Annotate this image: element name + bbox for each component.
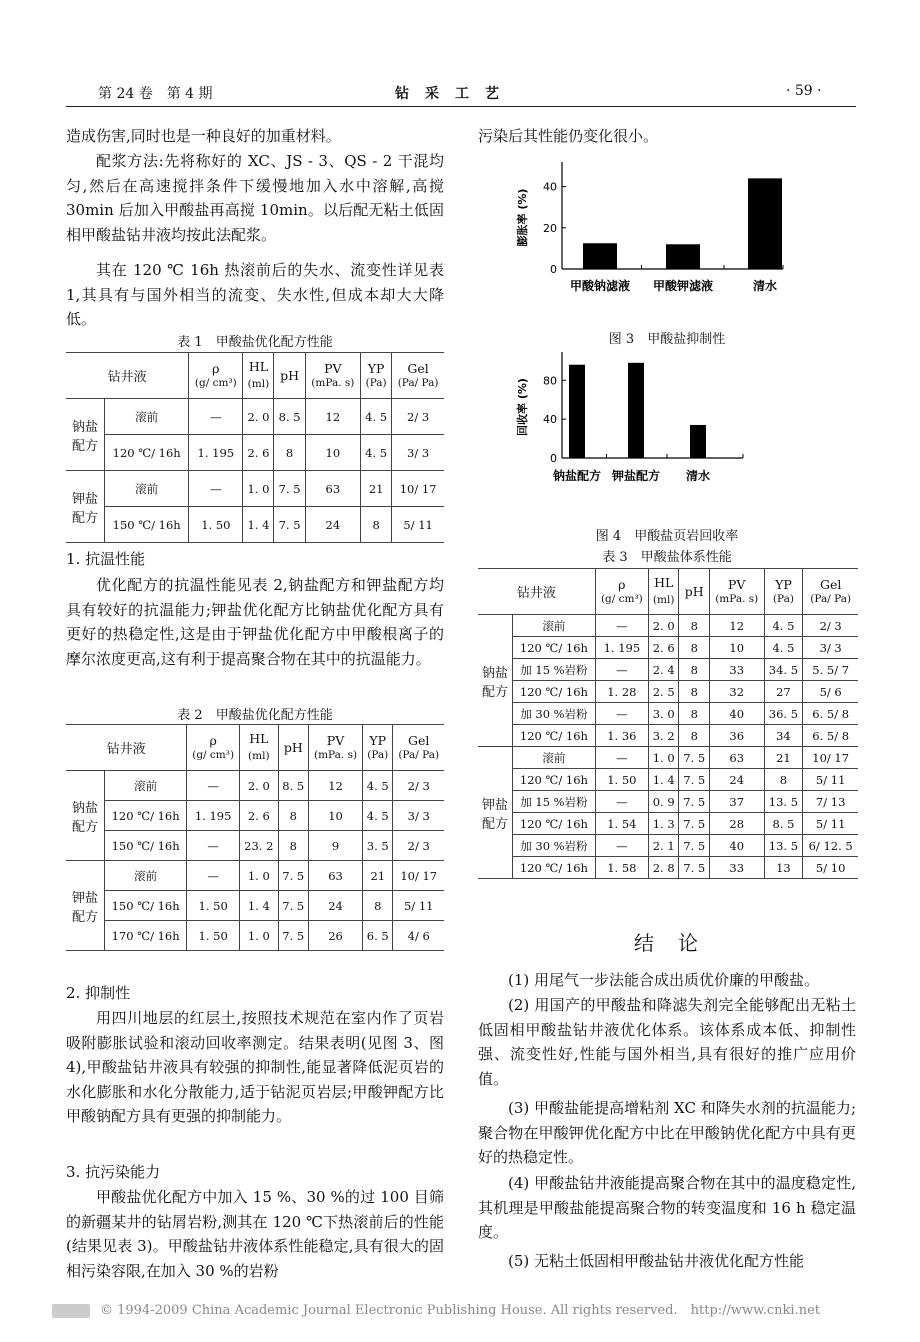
paragraph: 污染后其性能仍变化很小。 xyxy=(478,127,659,145)
table-cell: 12 xyxy=(305,399,360,435)
table-cell: 2. 0 xyxy=(240,771,279,801)
header-gel-unit: (Pa/ Pa) xyxy=(398,748,440,761)
paragraph: 甲酸盐优化配方中加入 15 %、30 %的过 100 目筛的新疆某井的钻屑岩粉,测其在 120 ℃下热滚前后的性能(结果见表 3)。甲酸盐钻井液体系性能稳定,具有很大的固相污染容限,在加入 30 %的岩粉 xyxy=(66,1188,444,1280)
table-cell: 7/ 13 xyxy=(803,791,858,813)
table-cell: 0. 9 xyxy=(648,791,679,813)
table-header-row xyxy=(478,569,858,615)
header-gel xyxy=(393,725,444,771)
table-cell: 2. 6 xyxy=(243,435,274,471)
table-cell: — xyxy=(595,747,648,769)
header-rho-unit: (g/ cm³) xyxy=(600,592,643,605)
x-category-label: 钠盐配方 xyxy=(552,469,602,483)
table-cell: 4. 5 xyxy=(363,801,393,831)
table-cell: 7. 5 xyxy=(278,861,308,891)
header-hl-symbol: HL xyxy=(248,359,269,374)
x-category-label: 清水 xyxy=(685,469,711,483)
table-cell: 7. 5 xyxy=(679,813,710,835)
header-pv-symbol: PV xyxy=(324,360,342,376)
table-cell: 10/ 17 xyxy=(393,861,444,891)
table-row xyxy=(478,659,858,681)
table-cell: 27 xyxy=(764,681,803,703)
table-cell: 5/ 6 xyxy=(803,681,858,703)
table-cell: 8 xyxy=(679,681,710,703)
table-row xyxy=(478,615,858,637)
header-rho-unit: (g/ cm³) xyxy=(192,748,235,761)
paragraph: 造成伤害,同时也是一种良好的加重材料。 xyxy=(66,127,341,145)
table-cell: 8. 5 xyxy=(274,399,305,435)
header-hl-symbol: HL xyxy=(654,575,674,590)
table-cell: 4. 5 xyxy=(363,771,393,801)
table-cell: 2/ 3 xyxy=(392,399,444,435)
header-gel-unit: (Pa/ Pa) xyxy=(810,592,852,605)
bar xyxy=(569,365,585,458)
figure3-swelling-chart xyxy=(478,150,858,310)
table-cell: 12 xyxy=(710,615,765,637)
table-row xyxy=(478,813,858,835)
y-tick-label: 80 xyxy=(543,374,557,388)
table-cell: 13. 5 xyxy=(764,791,803,813)
table-cell: 170 ℃/ 16h xyxy=(105,921,187,951)
table-cell: 3. 2 xyxy=(648,725,679,747)
table-cell: 21 xyxy=(363,861,393,891)
group-label: 钠盐配方 xyxy=(66,771,105,861)
table-cell: 12 xyxy=(308,771,362,801)
table-cell: 120 ℃/ 16h xyxy=(105,801,187,831)
table-cell: 8 xyxy=(361,507,392,543)
section-heading: 3. 抗污染能力 xyxy=(66,1163,161,1181)
table-cell: 6. 5/ 8 xyxy=(803,703,858,725)
table-cell: — xyxy=(189,471,243,507)
table-cell: 7. 5 xyxy=(679,747,710,769)
table-cell: 36 xyxy=(710,725,765,747)
publisher-logo-icon xyxy=(52,1304,90,1318)
table-row xyxy=(66,921,444,951)
table-cell: 28 xyxy=(710,813,765,835)
table-cell: 24 xyxy=(710,769,765,791)
table-row xyxy=(66,831,444,861)
table-cell: — xyxy=(189,399,243,435)
table-cell: 3/ 3 xyxy=(392,435,444,471)
table-cell: 1. 4 xyxy=(240,891,279,921)
paragraph: 配浆方法:先将称好的 XC、JS - 3、QS - 2 干混均匀,然后在高速搅拌条件下缓慢地加入水中溶解,高搅 30min 后加入甲酸盐再高搅 10min。以后配无粘土低固相甲酸盐钻井液均按此法配浆。 xyxy=(66,152,444,244)
table-row xyxy=(478,747,858,769)
header-hl-symbol: HL xyxy=(249,731,269,746)
table-cell: 6. 5/ 8 xyxy=(803,725,858,747)
table-cell: 8 xyxy=(679,659,710,681)
header-yp xyxy=(764,569,803,615)
conclusion-item: (4) 甲酸盐钻井液能提高聚合物在其中的温度稳定性,其机理是甲酸盐能提高聚合物的转变温度和 16 h 稳定温度。 xyxy=(478,1174,856,1241)
header-gel xyxy=(803,569,858,615)
header-yp-symbol: YP xyxy=(369,732,387,748)
table-cell: 7. 5 xyxy=(278,921,308,951)
table-row xyxy=(478,725,858,747)
table-row xyxy=(66,435,444,471)
header-rho-symbol: ρ xyxy=(212,360,220,376)
table-cell: 26 xyxy=(308,921,362,951)
table-cell: 1. 36 xyxy=(595,725,648,747)
table-header-row xyxy=(66,353,444,399)
table-cell: 滚前 xyxy=(105,861,187,891)
table-row xyxy=(478,857,858,879)
table-cell: 1. 0 xyxy=(648,747,679,769)
header-rule xyxy=(66,106,856,107)
y-axis-label: 回收率 (%) xyxy=(516,378,529,436)
table-cell: 2. 6 xyxy=(648,637,679,659)
table-cell: 滚前 xyxy=(105,771,187,801)
table-cell: 1. 50 xyxy=(187,921,240,951)
table-cell: 加 30 %岩粉 xyxy=(513,835,596,857)
section-heading: 1. 抗温性能 xyxy=(66,550,146,568)
group-label: 钠盐配方 xyxy=(66,399,105,471)
section-heading: 2. 抑制性 xyxy=(66,984,131,1002)
table-cell: 8 xyxy=(363,891,393,921)
table-cell: 1. 195 xyxy=(595,637,648,659)
table-cell: — xyxy=(595,791,648,813)
header-fluid: 钻井液 xyxy=(478,569,595,615)
table-cell: — xyxy=(187,861,240,891)
table-cell: 7. 5 xyxy=(679,857,710,879)
table-cell: 加 15 %岩粉 xyxy=(513,791,596,813)
table3-caption: 表 3 甲酸盐体系性能 xyxy=(602,550,732,565)
table-cell: 21 xyxy=(764,747,803,769)
table-cell: 8 xyxy=(679,637,710,659)
y-tick-label: 40 xyxy=(543,180,557,194)
table-cell: 2/ 3 xyxy=(393,831,444,861)
table-cell: 1. 50 xyxy=(187,891,240,921)
table-cell: — xyxy=(187,771,240,801)
table3 xyxy=(478,568,858,879)
x-category-label: 甲酸钠滤液 xyxy=(569,279,631,293)
header-yp xyxy=(361,353,392,399)
header-rho-symbol: ρ xyxy=(209,732,217,748)
table-cell: 1. 3 xyxy=(648,813,679,835)
table-row xyxy=(66,861,444,891)
header-gel-symbol: Gel xyxy=(819,576,842,592)
table-cell: 34 xyxy=(764,725,803,747)
table-cell: 10 xyxy=(710,637,765,659)
table-row xyxy=(66,801,444,831)
header-rho xyxy=(595,569,648,615)
table-cell: 2. 0 xyxy=(648,615,679,637)
table-row xyxy=(66,507,444,543)
header-ph xyxy=(679,569,710,615)
table-cell: 4. 5 xyxy=(361,399,392,435)
table-cell: 120 ℃/ 16h xyxy=(513,681,596,703)
table-cell: 2/ 3 xyxy=(803,615,858,637)
table-cell: 4. 5 xyxy=(361,435,392,471)
table-cell: 8. 5 xyxy=(764,813,803,835)
table-cell: 1. 4 xyxy=(243,507,274,543)
table-cell: 10/ 17 xyxy=(803,747,858,769)
table-cell: 10 xyxy=(305,435,360,471)
copyright-text: © 1994-2009 China Academic Journal Electronic Publishing House. All rights reserved. http://www.cnki.net xyxy=(100,1303,820,1318)
table1 xyxy=(66,352,444,543)
bar xyxy=(666,244,700,269)
table-cell: — xyxy=(595,835,648,857)
header-hl xyxy=(243,353,274,399)
header-rho-symbol: ρ xyxy=(618,576,626,592)
table-cell: 120 ℃/ 16h xyxy=(513,637,596,659)
table-cell: — xyxy=(595,615,648,637)
table-cell: — xyxy=(187,831,240,861)
header-yp-unit: (Pa) xyxy=(367,748,389,761)
table-cell: 2. 6 xyxy=(240,801,279,831)
table-cell: 8 xyxy=(679,615,710,637)
table-cell: 3. 5 xyxy=(363,831,393,861)
header-rho xyxy=(189,353,243,399)
table-cell: 32 xyxy=(710,681,765,703)
table-cell: 2/ 3 xyxy=(393,771,444,801)
table-cell: 1. 0 xyxy=(240,861,279,891)
figure3-caption: 图 3 甲酸盐抑制性 xyxy=(608,332,726,347)
table-cell: 5/ 11 xyxy=(392,507,444,543)
header-pv xyxy=(710,569,765,615)
running-head-journal: 钻 采 工 艺 xyxy=(395,86,500,102)
paragraph: 其在 120 ℃ 16h 热滚前后的失水、流变性详见表 1,其具有与国外相当的流变、失水性,但成本却大大降低。 xyxy=(66,261,444,328)
table-row xyxy=(66,399,444,435)
header-hl-unit: (ml) xyxy=(652,594,675,606)
running-head-volume: 第 24 卷 第 4 期 xyxy=(98,86,213,102)
table-cell: 8 xyxy=(278,801,308,831)
paragraph: 用四川地层的红层土,按照技术规范在室内作了页岩吸附膨胀试验和滚动回收率测定。结果表明(见图 3、图 4),甲酸盐钻井液具有较强的抑制性,能显著降低泥页岩的水化膨胀和水化分散能力,适于钻泥页岩层;甲酸钾配方比甲酸钠配方具有更强的抑制能力。 xyxy=(66,1009,444,1125)
group-label: 钾盐配方 xyxy=(478,747,513,879)
table-cell: 150 ℃/ 16h xyxy=(105,507,189,543)
header-pv-unit: (mPa. s) xyxy=(313,748,358,761)
table2-caption: 表 2 甲酸盐优化配方性能 xyxy=(177,708,333,723)
header-pv xyxy=(305,353,360,399)
table-cell: 13. 5 xyxy=(764,835,803,857)
header-hl-unit: (ml) xyxy=(247,378,270,390)
figure4-caption: 图 4 甲酸盐页岩回收率 xyxy=(595,529,739,544)
table-cell: 40 xyxy=(710,835,765,857)
table-cell: 13 xyxy=(764,857,803,879)
table-cell: 2. 8 xyxy=(648,857,679,879)
table-cell: 8 xyxy=(764,769,803,791)
table-cell: 4. 5 xyxy=(764,637,803,659)
table-cell: 63 xyxy=(305,471,360,507)
table-cell: 37 xyxy=(710,791,765,813)
header-fluid: 钻井液 xyxy=(66,725,187,771)
group-label: 钾盐配方 xyxy=(66,471,105,543)
table-cell: 5. 5/ 7 xyxy=(803,659,858,681)
table-cell: 3/ 3 xyxy=(803,637,858,659)
table-cell: 6. 5 xyxy=(363,921,393,951)
header-yp-symbol: YP xyxy=(775,576,792,592)
table1-caption: 表 1 甲酸盐优化配方性能 xyxy=(177,335,333,350)
table-cell: 2. 4 xyxy=(648,659,679,681)
table-cell: 10 xyxy=(308,801,362,831)
table-cell: 34. 5 xyxy=(764,659,803,681)
header-ph xyxy=(274,353,305,399)
table-cell: 4. 5 xyxy=(764,615,803,637)
table-cell: 150 ℃/ 16h xyxy=(105,891,187,921)
table-cell: 8. 5 xyxy=(278,771,308,801)
table-cell: 3. 0 xyxy=(648,703,679,725)
table2 xyxy=(66,724,444,951)
table-cell: 2. 1 xyxy=(648,835,679,857)
table-cell: 63 xyxy=(308,861,362,891)
table-cell: 2. 0 xyxy=(243,399,274,435)
y-tick-label: 0 xyxy=(550,452,557,465)
header-hl xyxy=(240,725,279,771)
table-cell: 1. 50 xyxy=(595,769,648,791)
table-cell: 5/ 10 xyxy=(803,857,858,879)
table-cell: — xyxy=(595,659,648,681)
table-row xyxy=(66,771,444,801)
conclusion-heading: 结 论 xyxy=(634,931,700,955)
bar xyxy=(628,363,644,458)
table-cell: 24 xyxy=(308,891,362,921)
table-cell: 36. 5 xyxy=(764,703,803,725)
table-cell: 滚前 xyxy=(513,615,596,637)
conclusion-item: (5) 无粘土低固相甲酸盐钻井液优化配方性能 xyxy=(508,1252,805,1270)
table-cell: 33 xyxy=(710,659,765,681)
x-category-label: 清水 xyxy=(752,279,778,293)
table-cell: — xyxy=(595,703,648,725)
table-cell: 5/ 11 xyxy=(803,769,858,791)
table-cell: 63 xyxy=(710,747,765,769)
header-hl-unit: (ml) xyxy=(248,750,270,762)
header-rho xyxy=(187,725,240,771)
table-cell: 33 xyxy=(710,857,765,879)
table-cell: 滚前 xyxy=(513,747,596,769)
table-cell: 加 30 %岩粉 xyxy=(513,703,596,725)
conclusion-item: (3) 甲酸盐能提高增粘剂 XC 和降失水剂的抗温能力;聚合物在甲酸钾优化配方中比在甲酸钠优化配方中具有更好的热稳定性。 xyxy=(478,1099,856,1166)
table-cell: 2. 5 xyxy=(648,681,679,703)
table-cell: 5/ 11 xyxy=(393,891,444,921)
table-cell: 1. 195 xyxy=(187,801,240,831)
table-cell: 120 ℃/ 16h xyxy=(513,769,596,791)
header-yp xyxy=(363,725,393,771)
y-tick-label: 0 xyxy=(550,263,557,276)
header-pv-unit: (mPa. s) xyxy=(715,592,759,605)
header-yp-symbol: YP xyxy=(367,360,385,376)
table-cell: 150 ℃/ 16h xyxy=(105,831,187,861)
header-fluid: 钻井液 xyxy=(66,353,189,399)
figure4-recovery-chart xyxy=(478,350,858,490)
header-pv-symbol: PV xyxy=(326,732,345,748)
table-row xyxy=(478,681,858,703)
table-cell: 1. 58 xyxy=(595,857,648,879)
table-row xyxy=(66,471,444,507)
table-row xyxy=(478,835,858,857)
bar xyxy=(748,178,782,269)
table-row xyxy=(66,891,444,921)
header-pv-unit: (mPa. s) xyxy=(311,376,355,389)
x-category-label: 钾盐配方 xyxy=(611,469,661,483)
header-ph xyxy=(278,725,308,771)
x-category-label: 甲酸钾滤液 xyxy=(652,279,714,293)
paragraph: 优化配方的抗温性能见表 2,钠盐配方和钾盐配方均具有较好的抗温能力;钾盐优化配方比钠盐优化配方具有更好的热稳定性,这是由于钾盐优化配方中甲酸根离子的摩尔浓度更高,这有利于提高聚合物在其中的抗温能力。 xyxy=(66,576,444,668)
header-gel xyxy=(392,353,444,399)
table-cell: 7. 5 xyxy=(278,891,308,921)
table-row xyxy=(478,791,858,813)
conclusion-item: (1) 用尾气一步法能合成出质优价廉的甲酸盐。 xyxy=(508,971,820,989)
table-cell: 7. 5 xyxy=(274,507,305,543)
table-cell: 5/ 11 xyxy=(803,813,858,835)
table-cell: 加 15 %岩粉 xyxy=(513,659,596,681)
header-hl xyxy=(648,569,679,615)
table-cell: 40 xyxy=(710,703,765,725)
y-axis-label: 膨胀率 (%) xyxy=(516,188,529,247)
table-cell: 1. 4 xyxy=(648,769,679,791)
table-row xyxy=(478,637,858,659)
group-label: 钾盐配方 xyxy=(66,861,105,951)
table-cell: 7. 5 xyxy=(679,835,710,857)
y-tick-label: 40 xyxy=(543,413,557,427)
page-number: · 59 · xyxy=(786,83,822,99)
conclusion-item: (2) 用国产的甲酸盐和降滤失剂完全能够配出无粘土低固相甲酸盐钻井液优化体系。该体系成本低、抑制性强、流变性好,性能与国外相当,具有很好的推广应用价值。 xyxy=(478,996,856,1088)
table-cell: 1. 0 xyxy=(243,471,274,507)
table-cell: 8 xyxy=(274,435,305,471)
table-cell: 滚前 xyxy=(105,399,189,435)
table-cell: 120 ℃/ 16h xyxy=(513,725,596,747)
header-rho-unit: (g/ cm³) xyxy=(194,376,237,389)
header-ph-symbol: pH xyxy=(283,740,303,755)
table-row xyxy=(478,703,858,725)
header-yp-unit: (Pa) xyxy=(365,376,387,389)
table-cell: 21 xyxy=(361,471,392,507)
table-cell: 8 xyxy=(679,703,710,725)
table-cell: 1. 54 xyxy=(595,813,648,835)
header-ph-symbol: pH xyxy=(684,584,704,599)
table-cell: 9 xyxy=(308,831,362,861)
table-cell: 1. 28 xyxy=(595,681,648,703)
table-row xyxy=(478,769,858,791)
table-cell: 3/ 3 xyxy=(393,801,444,831)
header-yp-unit: (Pa) xyxy=(772,592,794,605)
table-cell: 滚前 xyxy=(105,471,189,507)
header-pv xyxy=(308,725,362,771)
table-cell: 10/ 17 xyxy=(392,471,444,507)
table-cell: 120 ℃/ 16h xyxy=(513,813,596,835)
table-cell: 24 xyxy=(305,507,360,543)
table-cell: 7. 5 xyxy=(274,471,305,507)
header-gel-unit: (Pa/ Pa) xyxy=(397,376,439,389)
table-cell: 8 xyxy=(278,831,308,861)
y-tick-label: 20 xyxy=(543,221,557,235)
copyright-footer xyxy=(52,1299,820,1318)
table-cell: 6/ 12. 5 xyxy=(803,835,858,857)
header-pv-symbol: PV xyxy=(728,576,746,592)
group-label: 钠盐配方 xyxy=(478,615,513,747)
header-ph-symbol: pH xyxy=(280,368,299,383)
header-gel-symbol: Gel xyxy=(407,360,429,376)
table-cell: 120 ℃/ 16h xyxy=(105,435,189,471)
table-cell: 120 ℃/ 16h xyxy=(513,857,596,879)
table-cell: 4/ 6 xyxy=(393,921,444,951)
bar xyxy=(583,243,617,269)
header-gel-symbol: Gel xyxy=(408,732,430,748)
table-cell: 23. 2 xyxy=(240,831,279,861)
bar xyxy=(690,425,706,458)
table-cell: 7. 5 xyxy=(679,791,710,813)
table-cell: 7. 5 xyxy=(679,769,710,791)
table-cell: 1. 50 xyxy=(189,507,243,543)
table-header-row xyxy=(66,725,444,771)
table-cell: 1. 195 xyxy=(189,435,243,471)
table-cell: 1. 0 xyxy=(240,921,279,951)
table-cell: 8 xyxy=(679,725,710,747)
